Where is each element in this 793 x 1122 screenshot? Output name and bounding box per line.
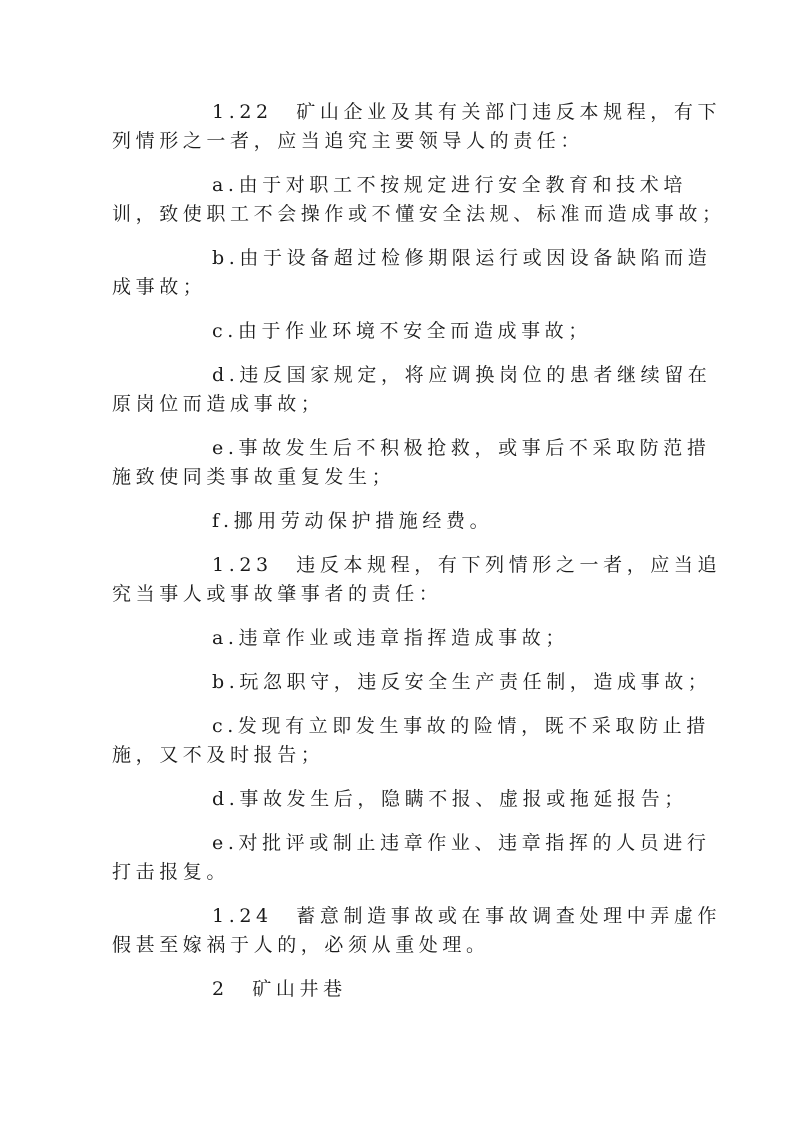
text-line: a.由于对职工不按规定进行安全教育和技术培 <box>212 174 687 196</box>
paragraph <box>112 785 692 814</box>
paragraph <box>112 551 722 609</box>
text-line: b.由于设备超过检修期限运行或因设备缺陷而造 <box>212 247 712 269</box>
text-line: f.挪用劳动保护措施经费。 <box>212 510 494 532</box>
text-line: c.发现有立即发生事故的险情，既不采取防止措 <box>212 715 710 737</box>
paragraph <box>112 98 722 156</box>
paragraph <box>112 317 692 346</box>
paragraph <box>112 171 726 229</box>
text-line: 1.23 违反本规程，有下列情形之一者，应当追 <box>212 554 722 576</box>
paragraph <box>112 829 711 887</box>
text-line: c.由于作业环境不安全而造成事故； <box>212 320 592 342</box>
text-line: 施致使同类事故重复发生； <box>112 466 396 488</box>
text-line: 打击报复。 <box>112 861 231 883</box>
text-line: 1.24 蓄意制造事故或在事故调查处理中弄虚作 <box>212 905 722 927</box>
paragraph <box>112 902 722 960</box>
text-line: 列情形之一者，应当追究主要领导人的责任： <box>112 130 585 152</box>
text-line: d.违反国家规定，将应调换岗位的患者继续留在 <box>212 364 712 386</box>
text-line: d.事故发生后，隐瞒不报、虚报或拖延报告； <box>212 788 688 810</box>
document-body <box>112 98 726 1019</box>
text-line: 2 矿山井巷 <box>212 978 347 1000</box>
text-line: 成事故； <box>112 276 207 298</box>
paragraph <box>112 361 712 419</box>
text-line: e.对批评或制止违章作业、违章指挥的人员进行 <box>212 832 711 854</box>
text-line: 1.22 矿山企业及其有关部门违反本规程，有下 <box>212 101 722 123</box>
text-line: 训，致使职工不会操作或不懂安全法规、标准而造成事故； <box>112 203 726 225</box>
paragraph <box>112 975 692 1004</box>
text-line: 假甚至嫁祸于人的，必须从重处理。 <box>112 934 490 956</box>
paragraph <box>112 624 692 653</box>
paragraph <box>112 244 712 302</box>
text-line: b.玩忽职守，违反安全生产责任制，造成事故； <box>212 671 712 693</box>
text-line: a.违章作业或违章指挥造成事故； <box>212 627 569 649</box>
paragraph <box>112 434 711 492</box>
paragraph <box>112 712 710 770</box>
paragraph <box>112 507 692 536</box>
text-line: 原岗位而造成事故； <box>112 393 325 415</box>
text-line: 施，又不及时报告； <box>112 744 325 766</box>
paragraph <box>112 668 712 697</box>
text-line: 究当事人或事故肇事者的责任： <box>112 583 443 605</box>
text-line: e.事故发生后不积极抢救，或事后不采取防范措 <box>212 437 711 459</box>
